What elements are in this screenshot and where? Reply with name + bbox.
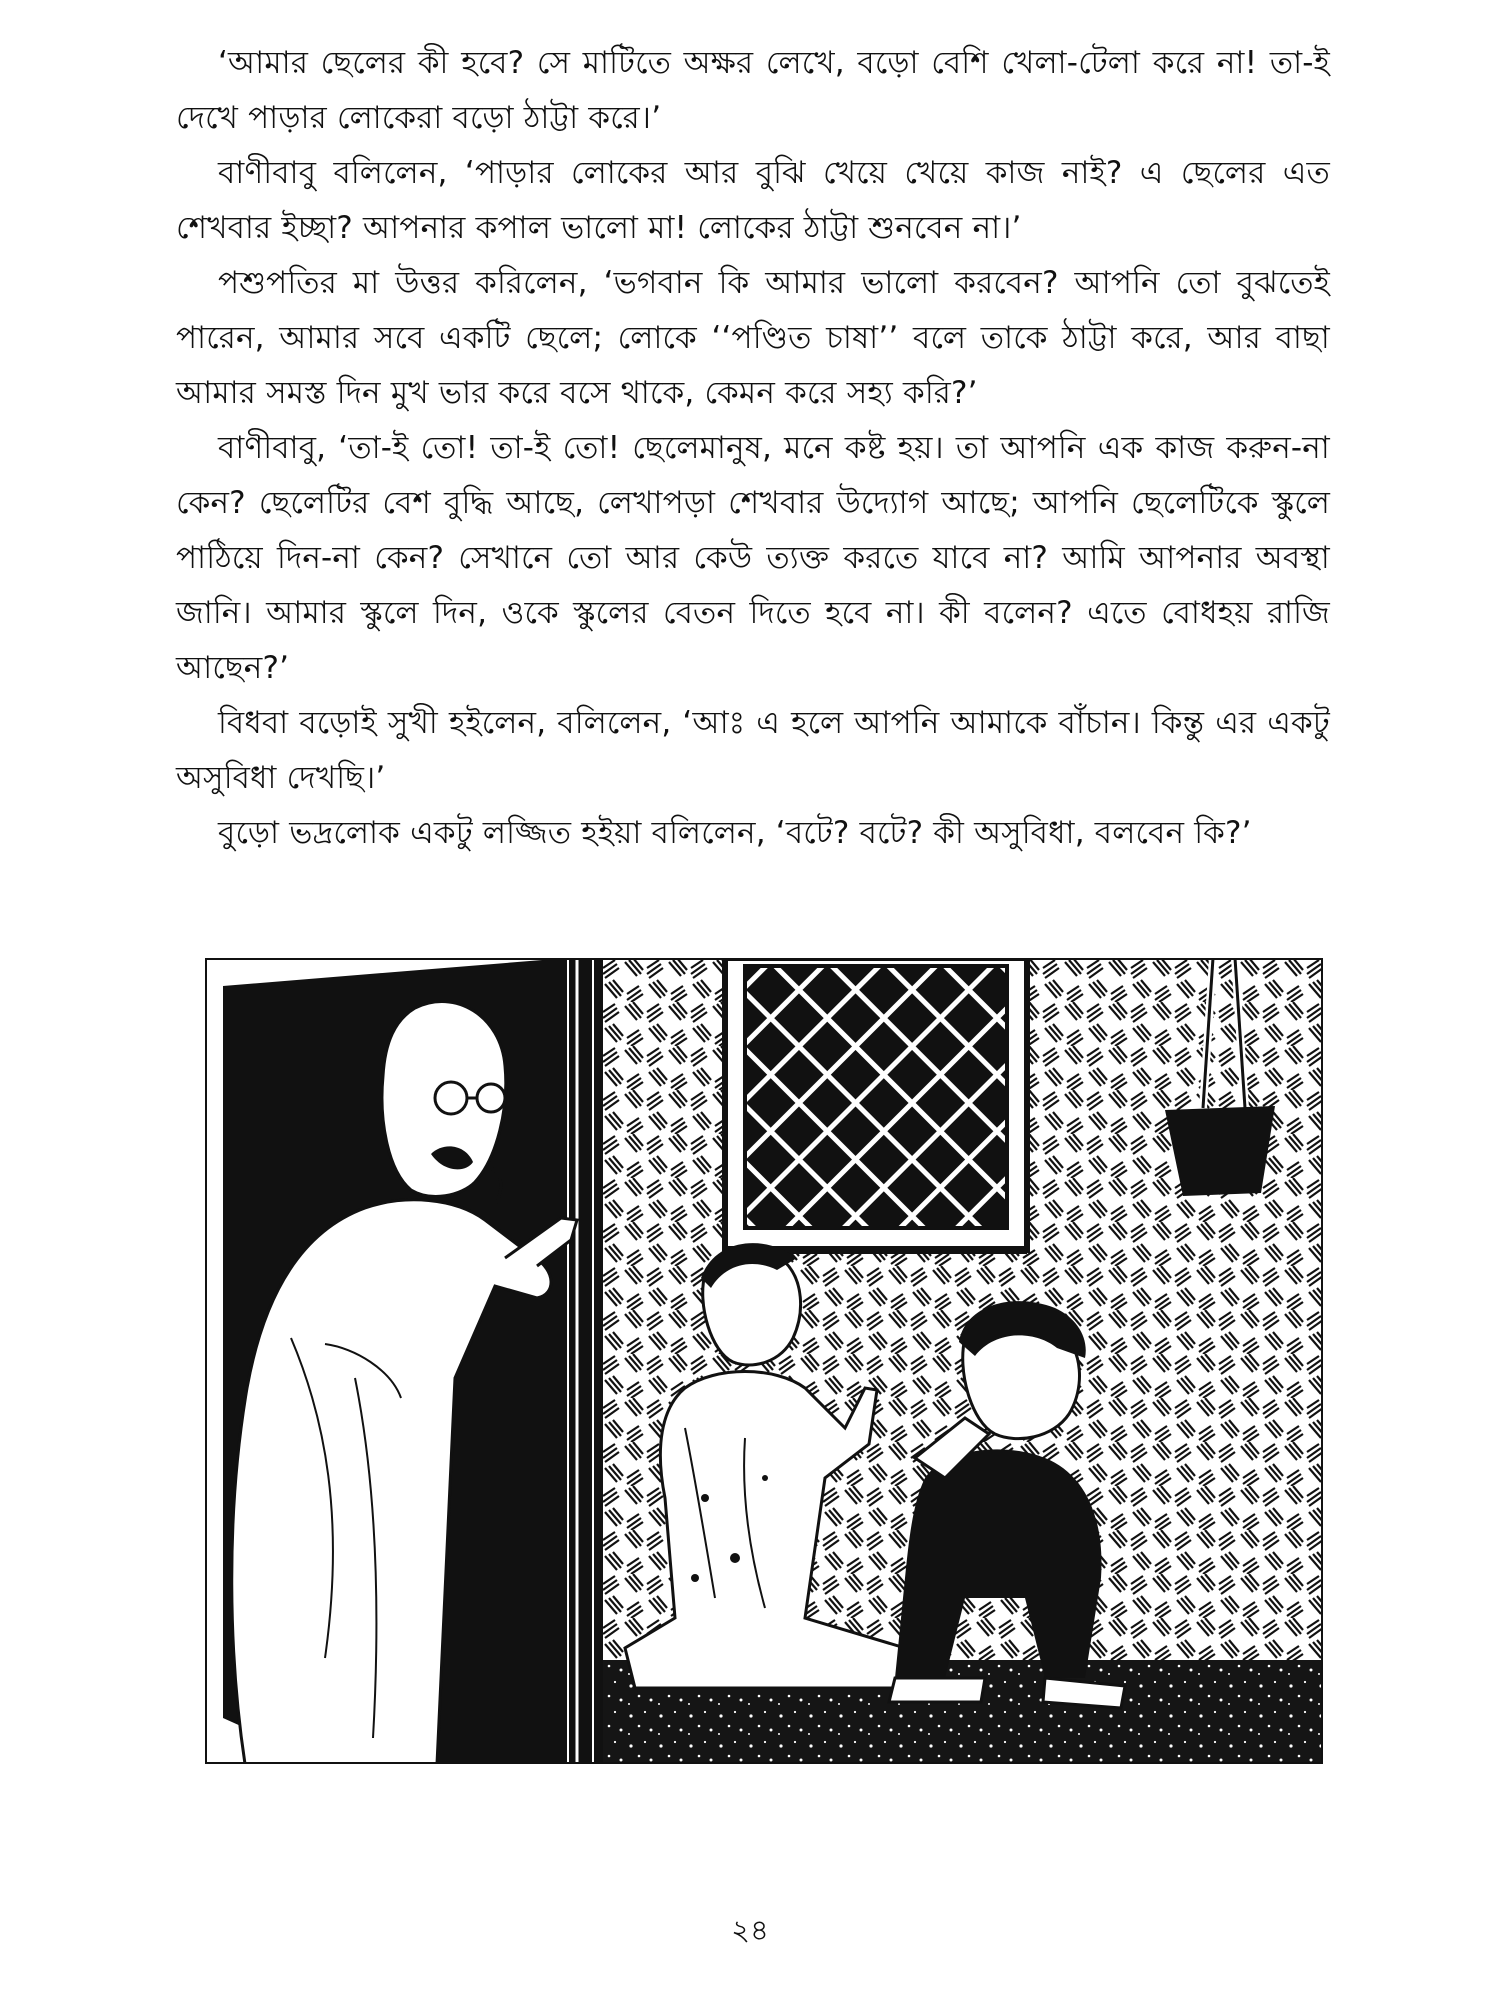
story-illustration [205, 958, 1323, 1764]
old-man-figure [223, 958, 577, 1764]
paragraph: বিধবা বড়োই সুখী হইলেন, বলিলেন, ‘আঃ এ হলে আপনি আমাকে বাঁচান। কিন্তু এর একটু অসুবিধা দেখছি।’ [176, 705, 1330, 796]
window [725, 958, 1027, 1250]
story-text [176, 36, 1330, 861]
paragraph: পশুপতির মা উত্তর করিলেন, ‘ভগবান কি আমার ভালো করবেন? আপনি তো বুঝতেই পারেন, আমার সবে একটি ছেলে; লোকে ‘‘পণ্ডিত চাষা’’ বলে তাকে ঠাট্টা করে, আর বাছা আমার সমস্ত দিন মুখ ভার করে বসে থাকে, কেমন করে সহ্য করি?’ [176, 265, 1330, 411]
door-frame [569, 958, 603, 1764]
paragraph: ‘আমার ছেলের কী হবে? সে মাটিতে অক্ষর লেখে, বড়ো বেশি খেলা-টেলা করে না! তা-ই দেখে পাড়ার লোকেরা বড়ো ঠাট্টা করে।’ [176, 45, 1330, 136]
paragraph: বুড়ো ভদ্রলোক একটু লজ্জিত হইয়া বলিলেন, ‘বটে? বটে? কী অসুবিধা, বলবেন কি?’ [218, 815, 1252, 851]
page-number: ২৪ [731, 1913, 769, 1947]
paragraph: বাণীবাবু, ‘তা-ই তো! তা-ই তো! ছেলেমানুষ, মনে কষ্ট হয়। তা আপনি এক কাজ করুন-না কেন? ছেলেটির বেশ বুদ্ধি আছে, লেখাপড়া শেখবার উদ্যোগ আছে; আপনি ছেলেটিকে স্কুলে পাঠিয়ে দিন-না কেন? সেখানে তো আর কেউ ত্যক্ত করতে যাবে না? আমি আপনার অবস্থা জানি। আমার স্কুলে দিন, ওকে স্কুলের বেতন দিতে হবে না। কী বলেন? এতে বোধহয় রাজি আছেন?’ [176, 430, 1330, 686]
paragraph: বাণীবাবু বলিলেন, ‘পাড়ার লোকের আর বুঝি খেয়ে খেয়ে কাজ নাই? এ ছেলের এত শেখবার ইচ্ছা? আপনার কপাল ভালো মা! লোকের ঠাট্টা শুনবেন না।’ [176, 155, 1330, 246]
